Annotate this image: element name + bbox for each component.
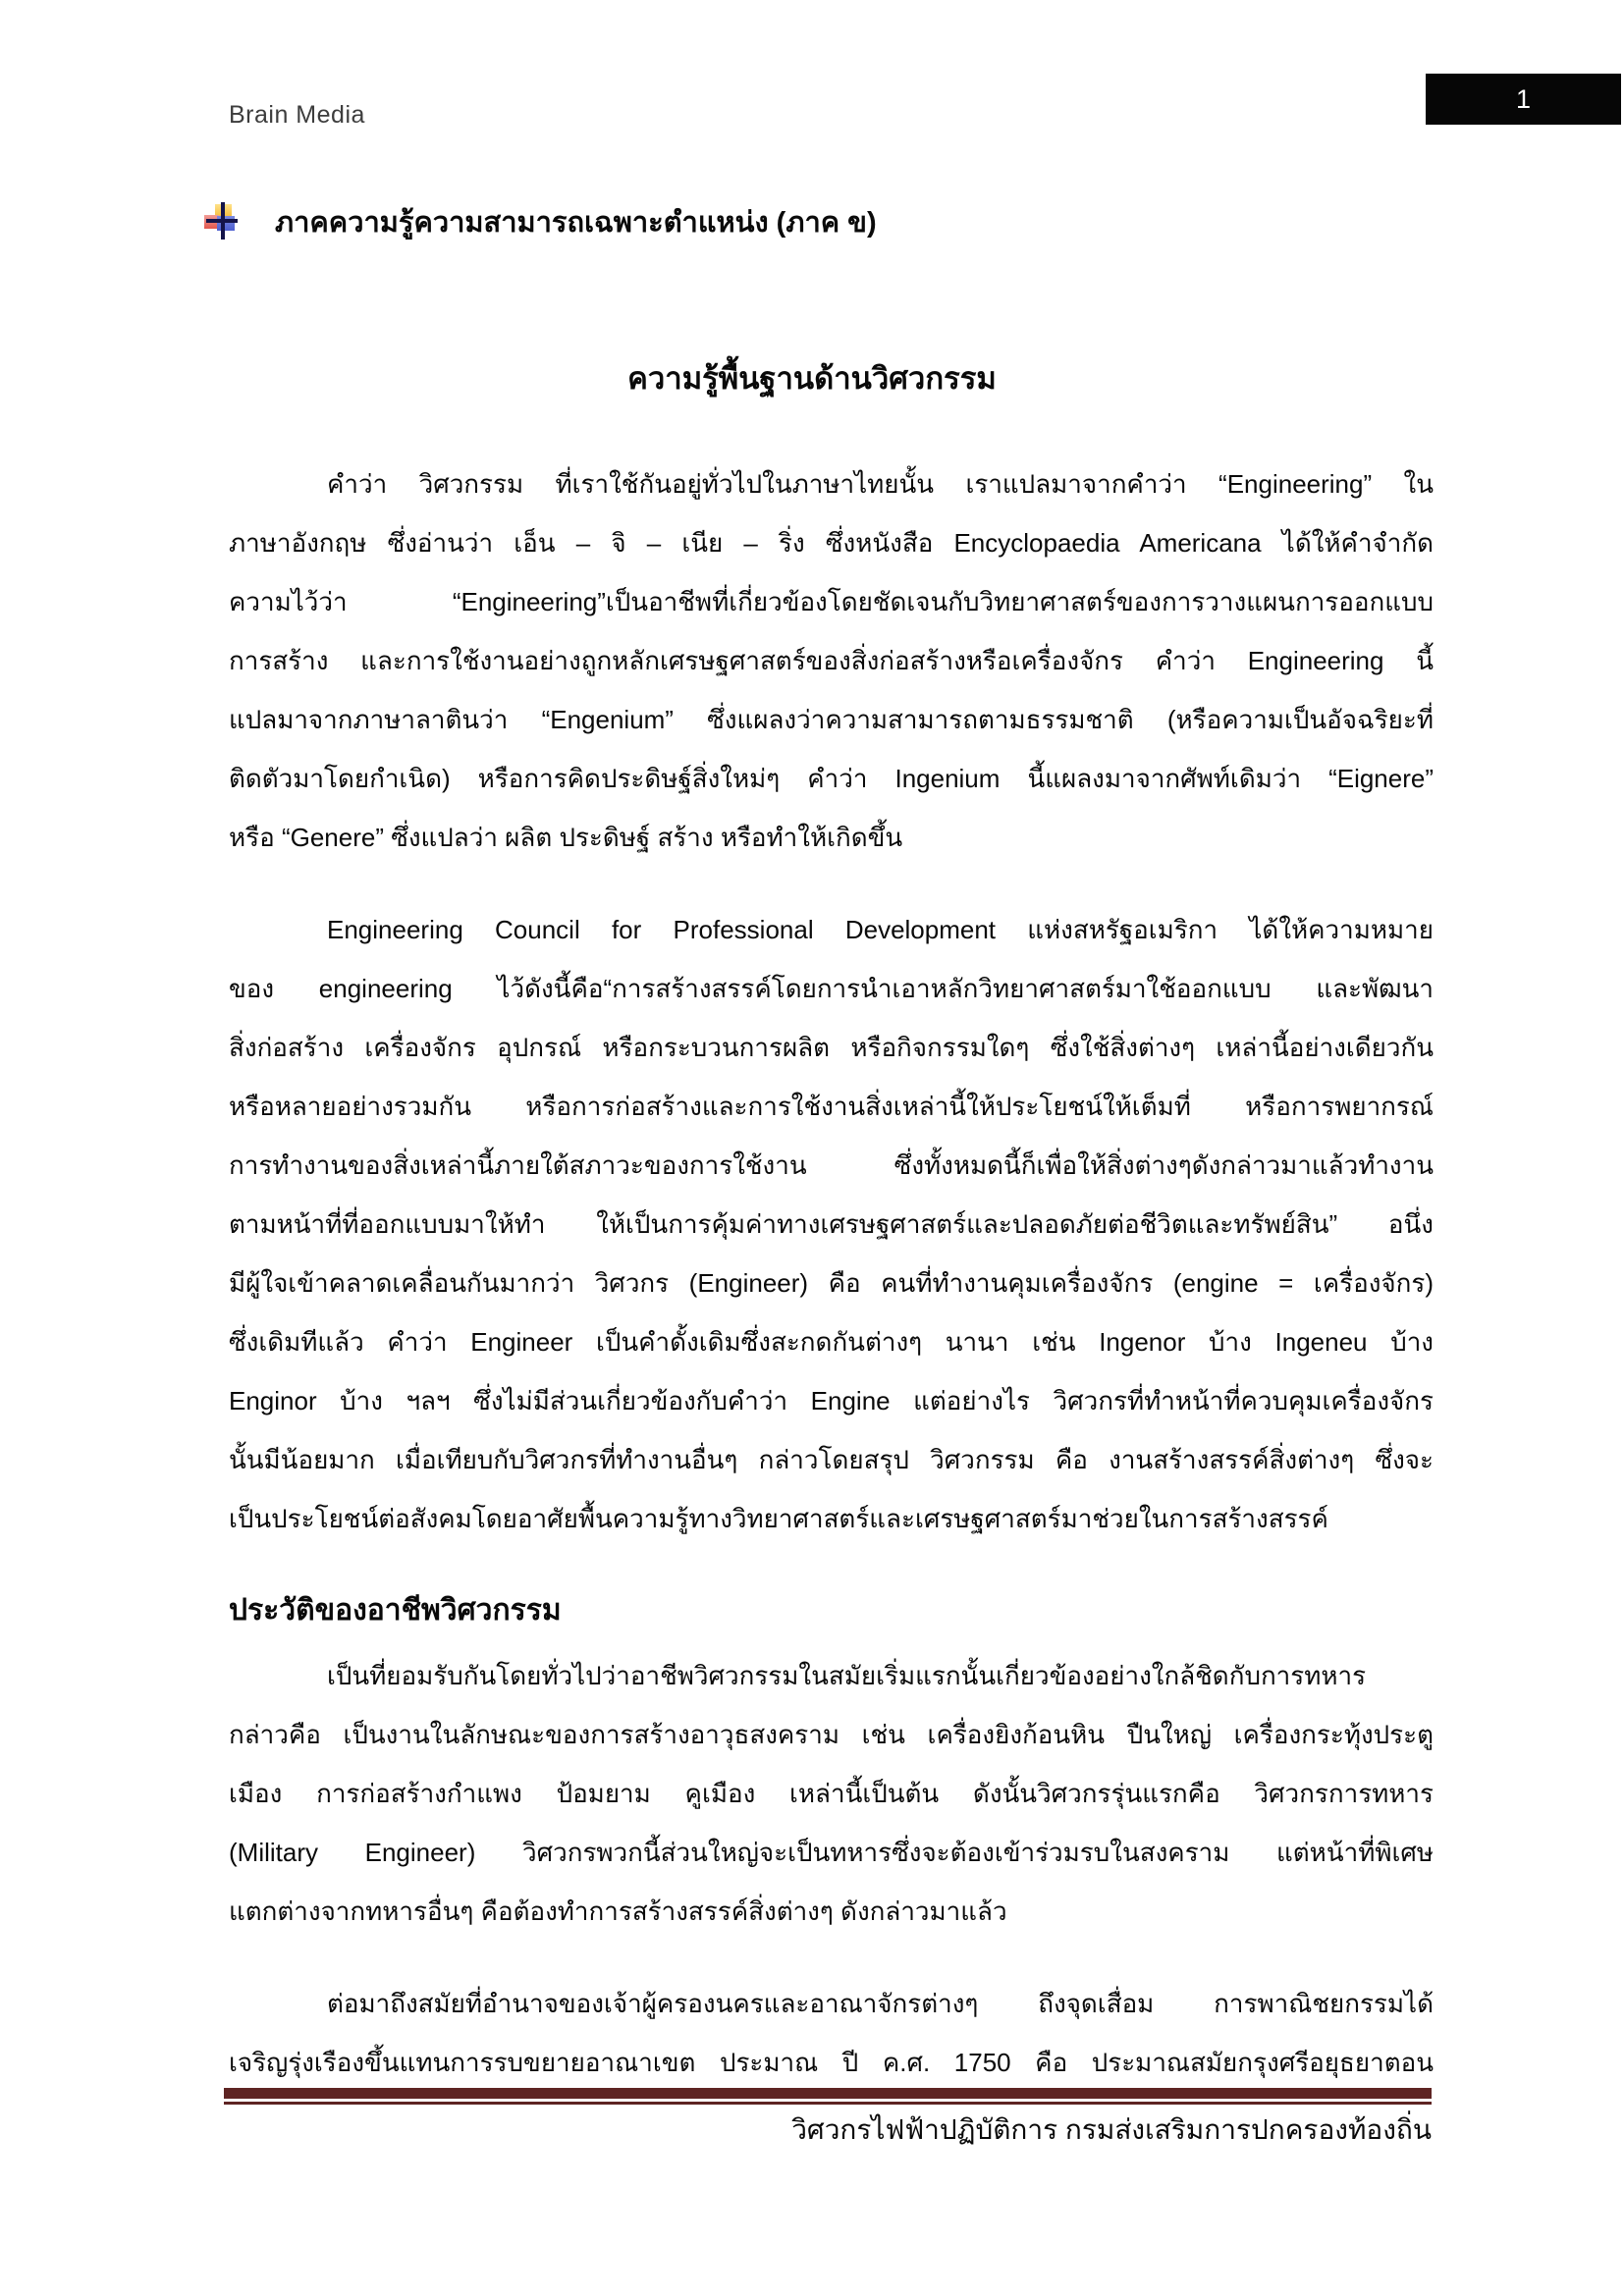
footer-rule [224,2088,1432,2105]
section-heading: ประวัติของอาชีพวิศวกรรม [229,1594,562,1627]
text-line: แตกต่างจากทหารอื่นๆ คือต้องทำการสร้างสรรค์สิ่งต่างๆ ดังกล่าวมาแล้ว [229,1896,1007,1926]
footer-rule-thin-bar [224,2102,1432,2105]
text-line: ความไว้ว่า “Engineering”เป็นอาชีพที่เกี่ยวข้องโดยชัดเจนกับวิทยาศาสตร์ของการวางแผนการออกแบบ [229,587,1434,616]
text-line: หรือ “Genere” ซึ่งแปลว่า ผลิต ประดิษฐ์ สร้าง หรือทำให้เกิดขึ้น [229,823,903,852]
text-line: กล่าวคือ เป็นงานในลักษณะของการสร้างอาวุธสงคราม เช่น เครื่องยิงก้อนหิน ปืนใหญ่ เครื่องกระทุ้งประตู [229,1720,1434,1749]
paragraph [229,1974,1434,2092]
text-line: Engineering Council for Professional Development แห่งสหรัฐอเมริกา ได้ให้ความหมาย [327,915,1434,944]
text-line: เป็นประโยชน์ต่อสังคมโดยอาศัยพื้นความรู้ทางวิทยาศาสตร์และเศรษฐศาสตร์มาช่วยในการสร้างสรรค์ [229,1504,1328,1533]
text-line: ต่อมาถึงสมัยที่อำนาจของเจ้าผู้ครองนครและอาณาจักรต่างๆ ถึงจุดเสื่อม การพาณิชยกรรมได้ [327,1989,1434,2018]
paragraph [229,1646,1434,1941]
text-line: Enginor บ้าง ฯลฯ ซึ่งไม่มีส่วนเกี่ยวข้องกับคำว่า Engine แต่อย่างไร วิศวกรที่ทำหน้าที่ควบคุมเครื่องจักร [229,1386,1434,1415]
text-line: สิ่งก่อสร้าง เครื่องจักร อุปกรณ์ หรือกระบวนการผลิต หรือกิจกรรมใดๆ ซึ่งใช้สิ่งต่างๆ เหล่านี้อย่างเดียวกัน [229,1033,1434,1062]
text-line: คำว่า วิศวกรรม ที่เราใช้กันอยู่ทั่วไปในภาษาไทยนั้น เราแปลมาจากคำว่า “Engineering” ใน [327,469,1434,499]
text-line: แปลมาจากภาษาลาตินว่า “Engenium” ซึ่งแผลงว่าความสามารถตามธรรมชาติ (หรือความเป็นอัจฉริยะที่ [229,705,1434,734]
text-line: หรือหลายอย่างรวมกัน หรือการก่อสร้างและการใช้งานสิ่งเหล่านี้ให้ประโยชน์ให้เต็มที่ หรือการพยากรณ์ [229,1092,1434,1121]
topic-row [204,199,1434,244]
text-line: ตามหน้าที่ที่ออกแบบมาให้ทำ ให้เป็นการคุ้มค่าทางเศรษฐศาสตร์และปลอดภัยต่อชีวิตและทรัพย์สิน” อนึ่ง [229,1209,1434,1239]
text-line: ติดตัวมาโดยกำเนิด) หรือการคิดประดิษฐ์สิ่งใหม่ๆ คำว่า Ingenium นี้แผลงมาจากศัพท์เดิมว่า “Eignere” [229,764,1434,793]
text-line: เจริญรุ่งเรืองขึ้นแทนการรบขยายอาณาเขต ประมาณ ปี ค.ศ. 1750 คือ ประมาณสมัยกรุงศรีอยุธยาตอน [229,2048,1434,2077]
text-line: ซึ่งเดิมทีแล้ว คำว่า Engineer เป็นคำดั้งเดิมซึ่งสะกดกันต่างๆ นานา เช่น Ingenor บ้าง Ingeneu บ้าง [229,1327,1434,1357]
text-line: นั้นมีน้อยมาก เมื่อเทียบกับวิศวกรที่ทำงานอื่นๆ กล่าวโดยสรุป วิศวกรรม คือ งานสร้างสรรค์สิ่งต่างๆ ซึ่งจะ [229,1445,1434,1474]
footer-rule-thick-bar [224,2088,1432,2099]
text-line: เมือง การก่อสร้างกำแพง ป้อมยาม คูเมือง เหล่านี้เป็นต้น ดังนั้นวิศวกรรุ่นแรกคือ วิศวกรการทหาร [229,1779,1434,1808]
text-line: เป็นที่ยอมรับกันโดยทั่วไปว่าอาชีพวิศวกรรมในสมัยเริ่มแรกนั้นเกี่ยวข้องอย่างใกล้ชิดกับการทหาร [327,1661,1367,1690]
text-line: การสร้าง และการใช้งานอย่างถูกหลักเศรษฐศาสตร์ของสิ่งก่อสร้างหรือเครื่องจักร คำว่า Engineering นี้ [229,646,1434,675]
page-title: ความรู้พื้นฐานด้านวิศวกรรม [627,361,997,396]
footer-text: วิศวกรไฟฟ้าปฏิบัติการ กรมส่งเสริมการปกครองท้องถิ่น [791,2114,1432,2145]
document-body [229,454,1434,2125]
paragraph [229,900,1434,1548]
text-line: การทำงานของสิ่งเหล่านี้ภายใต้สภาวะของการใช้งาน ซึ่งทั้งหมดนี้ก็เพื่อให้สิ่งต่างๆดังกล่าวมาแล้วทำงาน [229,1150,1434,1180]
text-line: ของ engineering ไว้ดังนี้คือ“การสร้างสรรค์โดยการนำเอาหลักวิทยาศาสตร์มาใช้ออกแบบ และพัฒนา [229,974,1434,1003]
text-line: ภาษาอังกฤษ ซึ่งอ่านว่า เอ็น – จิ – เนีย – ริ่ง ซึ่งหนังสือ Encyclopaedia Americana ได้ให้คำจำกัด [229,528,1434,558]
topic-label: ภาคความรู้ความสามารถเฉพาะตำแหน่ง (ภาค ข) [275,207,877,239]
text-line: มีผู้ใจเข้าคลาดเคลื่อนกันมากว่า วิศวกร (Engineer) คือ คนที่ทำงานคุมเครื่องจักร (engine = เครื่องจักร) [229,1268,1434,1298]
brand-text: Brain Media [229,101,365,129]
paragraph [229,454,1434,867]
page-number-badge [1426,74,1621,125]
text-line: (Military Engineer) วิศวกรพวกนี้ส่วนใหญ่จะเป็นทหารซึ่งจะต้องเข้าร่วมรบในสงคราม แต่หน้าที่พิเศษ [229,1838,1434,1867]
page-number: 1 [1515,83,1532,114]
bullet-cross-horizontal [206,219,238,223]
colored-plus-bullet-icon [204,202,240,241]
